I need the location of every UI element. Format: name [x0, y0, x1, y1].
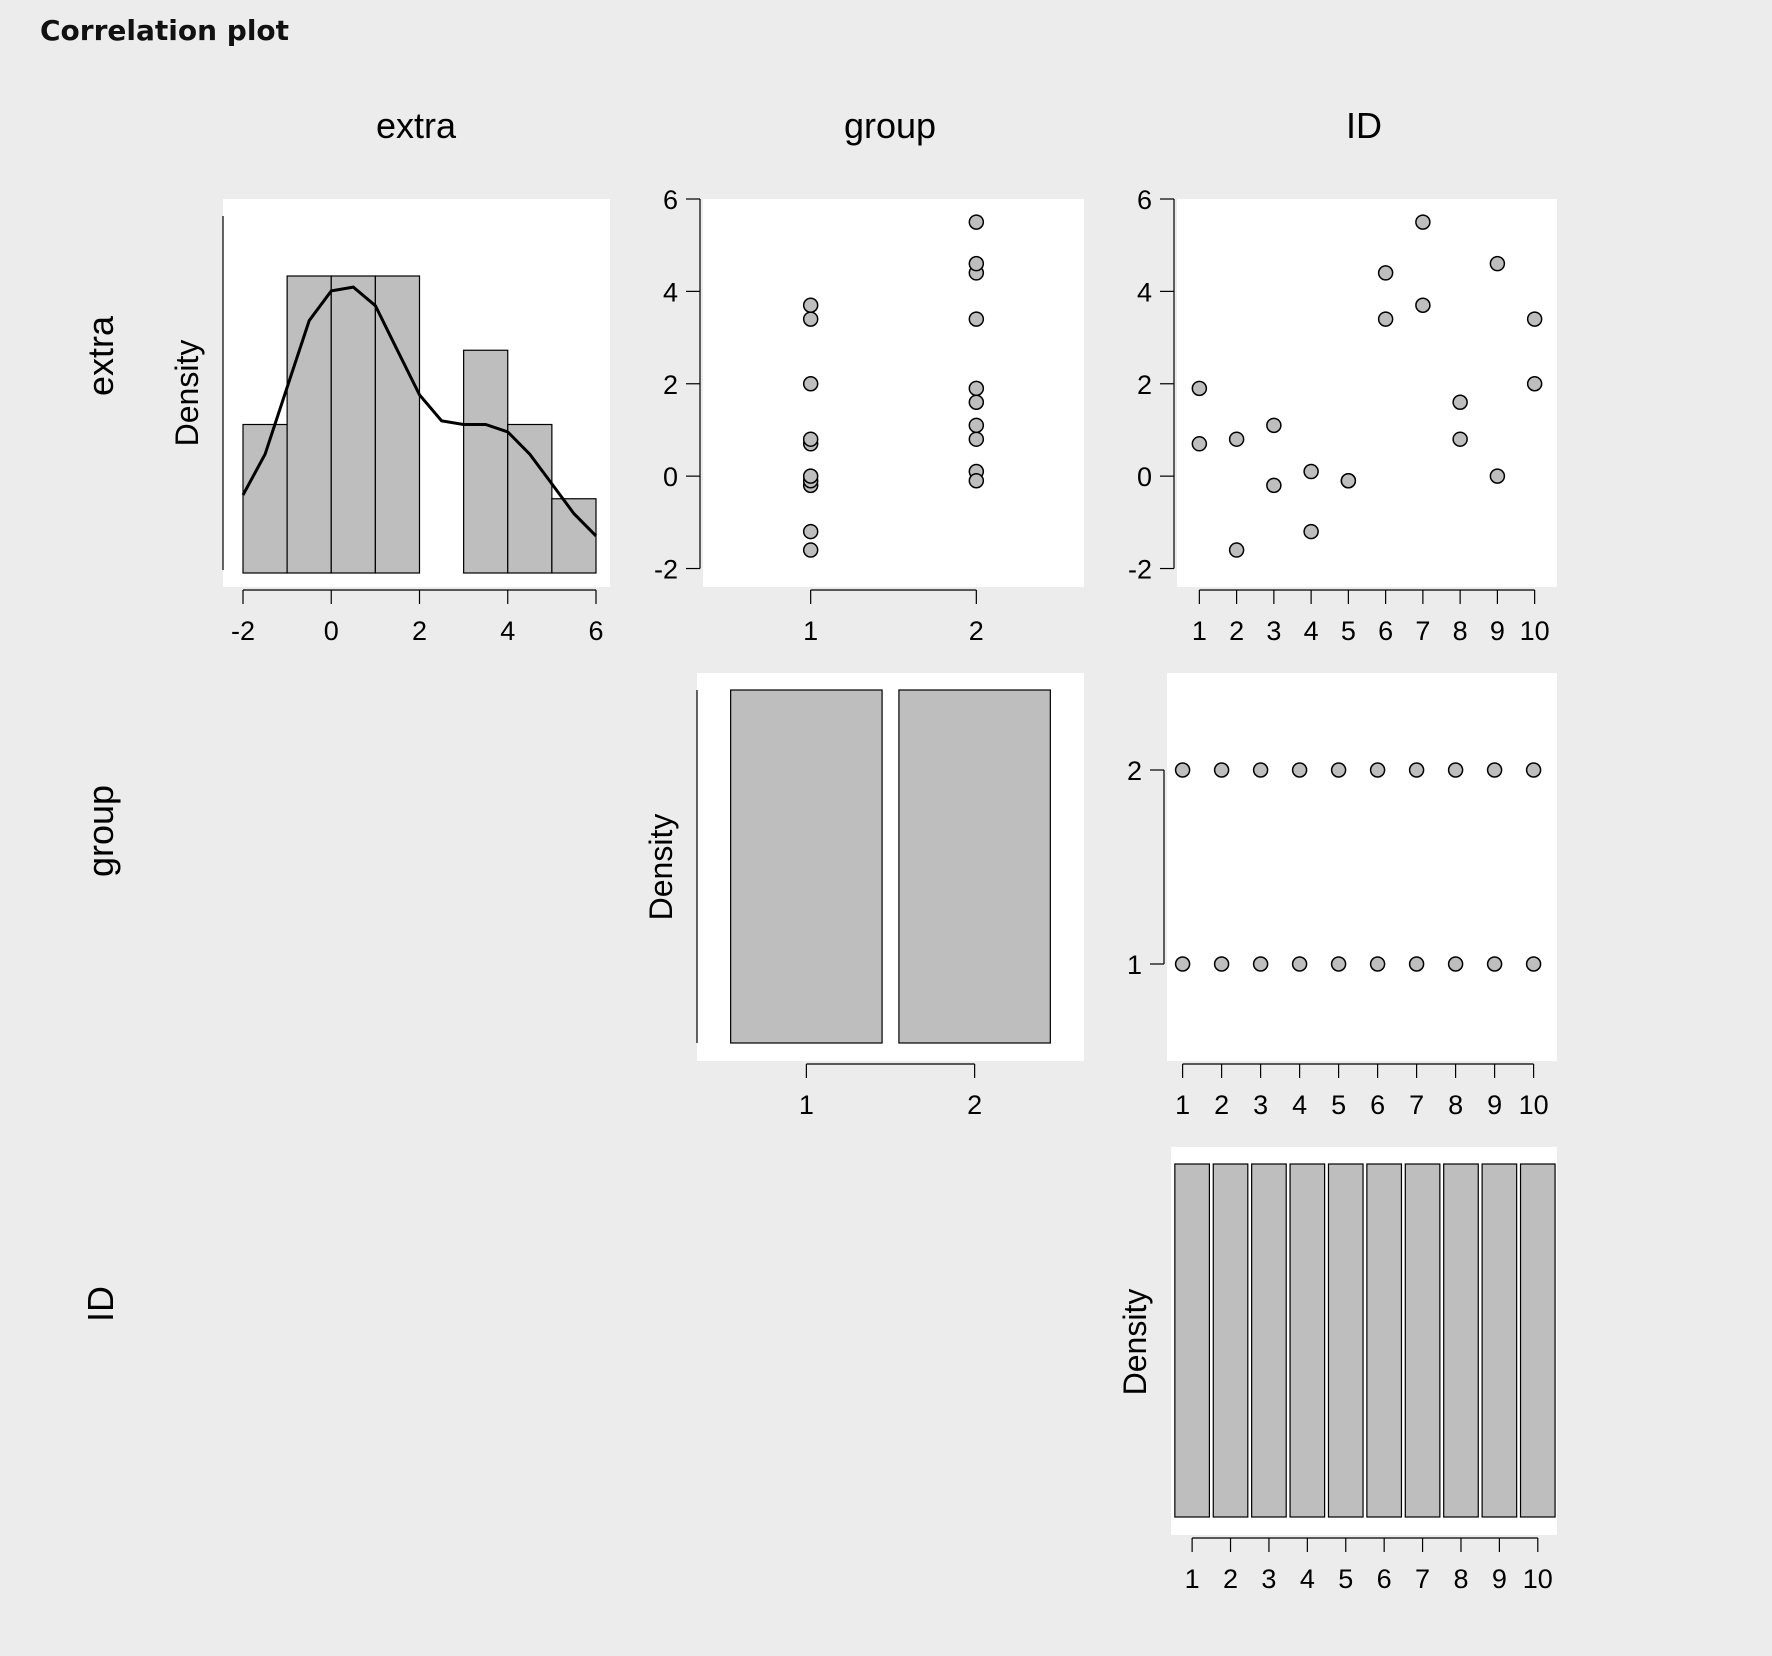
- scatter-point: [1527, 957, 1541, 971]
- x-tick-label: 6: [1378, 616, 1394, 646]
- x-tick-label: 3: [1261, 1564, 1277, 1594]
- scatter-point: [1215, 957, 1229, 971]
- panel-group-vs-ID: [1127, 673, 1557, 1120]
- scatter-point: [969, 381, 983, 395]
- scatter-point: [1410, 763, 1424, 777]
- scatter-point: [1230, 432, 1244, 446]
- x-tick-label: 3: [1266, 616, 1282, 646]
- scatter-point: [1528, 377, 1542, 391]
- panel-extra-vs-group: [654, 185, 1084, 646]
- histogram-bar: [243, 425, 287, 574]
- x-tick-label: 2: [967, 1090, 983, 1120]
- x-tick-label: 4: [500, 616, 516, 646]
- column-header-group: group: [843, 105, 937, 146]
- y-tick-label: -2: [653, 554, 678, 585]
- panel-background: [703, 199, 1084, 587]
- scatter-point: [1416, 298, 1430, 312]
- scatter-point: [1304, 525, 1318, 539]
- x-tick-label: 4: [1303, 616, 1319, 646]
- y-tick-label: 6: [662, 185, 678, 215]
- x-tick-label: 6: [1376, 1564, 1392, 1594]
- scatter-point: [1528, 312, 1542, 326]
- scatter-point: [1176, 763, 1190, 777]
- scatter-point: [1192, 437, 1206, 451]
- x-tick-label: 9: [1487, 1090, 1503, 1120]
- y-tick-label: 2: [1136, 369, 1152, 400]
- scatter-point: [804, 525, 818, 539]
- density-label: Density: [1117, 1288, 1153, 1396]
- x-tick-label: 4: [1292, 1090, 1308, 1120]
- histogram-bar: [1290, 1164, 1325, 1517]
- scatter-point: [1267, 478, 1281, 492]
- y-tick-label: 6: [1136, 185, 1152, 215]
- x-tick-label: 7: [1409, 1090, 1425, 1120]
- scatter-point: [1254, 957, 1268, 971]
- density-label: Density: [643, 813, 679, 921]
- scatter-point: [1371, 763, 1385, 777]
- scatter-point: [969, 432, 983, 446]
- scatter-point: [1453, 395, 1467, 409]
- histogram-bar: [1213, 1164, 1248, 1517]
- scatter-point: [1332, 763, 1346, 777]
- scatter-point: [1192, 381, 1206, 395]
- scatter-point: [804, 298, 818, 312]
- x-tick-label: 2: [1229, 616, 1245, 646]
- histogram-bar: [1482, 1164, 1517, 1517]
- x-tick-label: 1: [803, 616, 819, 646]
- x-tick-label: 1: [798, 1090, 814, 1120]
- scatter-point: [1416, 215, 1430, 229]
- x-tick-label: -2: [230, 616, 256, 646]
- y-tick-label: 0: [1136, 462, 1152, 493]
- x-tick-label: 10: [1519, 616, 1550, 646]
- y-tick-label: 1: [1126, 950, 1142, 980]
- histogram-bar: [1405, 1164, 1440, 1517]
- x-tick-label: 5: [1338, 1564, 1354, 1594]
- x-tick-label: 2: [1214, 1090, 1230, 1120]
- x-tick-label: 5: [1340, 616, 1356, 646]
- x-tick-label: 9: [1489, 616, 1505, 646]
- x-tick-label: 6: [588, 616, 604, 646]
- scatter-point: [1371, 957, 1385, 971]
- panel-ID-histogram: [1117, 1147, 1557, 1594]
- scatter-point: [969, 257, 983, 271]
- x-tick-label: 10: [1518, 1090, 1549, 1120]
- x-tick-label: 8: [1448, 1090, 1464, 1120]
- row-header-extra: extra: [80, 315, 121, 397]
- histogram-bar: [1367, 1164, 1402, 1517]
- scatter-point: [1379, 312, 1393, 326]
- x-tick-label: 1: [1191, 616, 1207, 646]
- x-tick-label: 10: [1522, 1564, 1553, 1594]
- x-tick-label: 7: [1415, 1564, 1431, 1594]
- histogram-bar: [1175, 1164, 1210, 1517]
- y-tick-label: 2: [1126, 756, 1142, 786]
- scatter-point: [1490, 257, 1504, 271]
- scatter-point: [804, 312, 818, 326]
- scatter-point: [1449, 763, 1463, 777]
- scatter-point: [1304, 465, 1318, 479]
- scatter-point: [1488, 763, 1502, 777]
- scatter-point: [804, 377, 818, 391]
- histogram-bar: [1252, 1164, 1287, 1517]
- x-tick-label: 5: [1331, 1090, 1347, 1120]
- scatter-point: [1379, 266, 1393, 280]
- x-tick-label: 2: [411, 616, 428, 646]
- scatter-point: [969, 474, 983, 488]
- scatter-point: [1293, 957, 1307, 971]
- x-tick-label: 8: [1452, 616, 1468, 646]
- panel-extra-vs-ID: [1128, 185, 1557, 646]
- scatter-point: [1254, 763, 1268, 777]
- x-tick-label: 2: [1223, 1564, 1239, 1594]
- scatter-point: [1449, 957, 1463, 971]
- y-tick-label: 4: [662, 277, 678, 308]
- x-tick-label: 9: [1491, 1564, 1507, 1594]
- x-tick-label: 4: [1299, 1564, 1315, 1594]
- scatter-point: [804, 543, 818, 557]
- panel-extra-histogram: [169, 199, 610, 646]
- scatter-point: [969, 215, 983, 229]
- scatter-point: [969, 418, 983, 432]
- y-tick-label: 4: [1136, 277, 1152, 308]
- histogram-bar: [731, 690, 882, 1043]
- scatter-point: [1527, 763, 1541, 777]
- panel-background: [1167, 673, 1557, 1061]
- scatter-point: [804, 469, 818, 483]
- y-tick-label: 0: [662, 462, 678, 493]
- density-label: Density: [169, 339, 205, 447]
- histogram-bar: [508, 425, 552, 574]
- column-header-extra: extra: [375, 105, 457, 146]
- histogram-bar: [331, 276, 375, 573]
- scatter-point: [1176, 957, 1190, 971]
- scatter-point: [969, 312, 983, 326]
- scatter-point: [804, 432, 818, 446]
- column-header-ID: ID: [1346, 105, 1382, 146]
- scatter-point: [1488, 957, 1502, 971]
- x-tick-label: 1: [1175, 1090, 1191, 1120]
- x-tick-label: 2: [968, 616, 984, 646]
- x-tick-label: 1: [1184, 1564, 1200, 1594]
- x-tick-label: 8: [1453, 1564, 1469, 1594]
- histogram-bar: [899, 690, 1050, 1043]
- row-header-ID: ID: [80, 1286, 121, 1322]
- scatter-point: [1230, 543, 1244, 557]
- x-tick-label: 7: [1415, 616, 1431, 646]
- histogram-bar: [1444, 1164, 1479, 1517]
- x-tick-label: 0: [323, 616, 339, 646]
- scatter-point: [1215, 763, 1229, 777]
- scatter-point: [1453, 432, 1467, 446]
- x-tick-label: 6: [1370, 1090, 1386, 1120]
- histogram-bar: [1328, 1164, 1363, 1517]
- y-tick-label: 2: [662, 369, 678, 400]
- scatter-point: [969, 395, 983, 409]
- scatter-point: [1267, 418, 1281, 432]
- histogram-bar: [1521, 1164, 1556, 1517]
- scatter-point: [1332, 957, 1346, 971]
- scatter-point: [1341, 474, 1355, 488]
- page-title: Correlation plot: [40, 14, 290, 47]
- scatter-point: [1293, 763, 1307, 777]
- x-tick-label: 3: [1253, 1090, 1269, 1120]
- scatter-point: [1490, 469, 1504, 483]
- histogram-bar: [552, 499, 596, 573]
- panel-group-histogram: [643, 673, 1084, 1120]
- y-tick-label: -2: [1127, 554, 1152, 585]
- row-header-group: group: [80, 784, 121, 878]
- histogram-bar: [464, 350, 508, 573]
- scatter-point: [1410, 957, 1424, 971]
